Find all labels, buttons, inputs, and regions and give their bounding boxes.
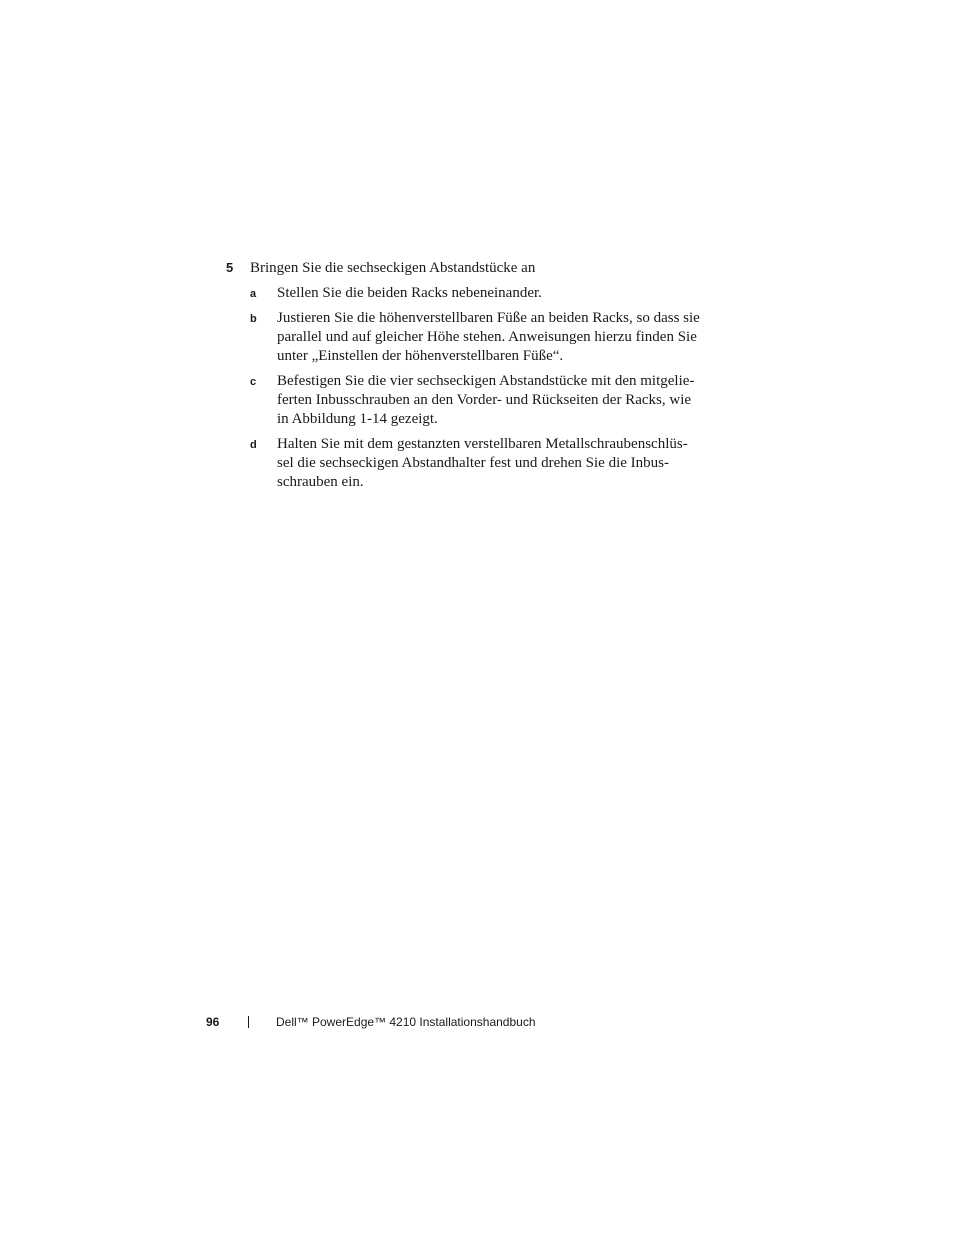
substep-text: [277, 284, 717, 303]
page-number: 96: [206, 1015, 220, 1029]
substep-text: [277, 309, 717, 366]
footer-title: Dell™ PowerEdge™ 4210 Installationshandbuch: [276, 1015, 536, 1029]
substep-d: [250, 435, 726, 492]
step-number: 5: [226, 260, 234, 275]
substep-line: Stellen Sie die beiden Racks nebeneinander.: [277, 285, 542, 301]
substep-text: [277, 435, 717, 492]
page-footer: [206, 1015, 536, 1029]
instruction-step: [226, 259, 726, 498]
substep-letter: b: [250, 313, 257, 325]
substep-a: [250, 284, 726, 303]
substep-line: Justieren Sie die höhenverstellbaren Füße an beiden Racks, so dass sie: [277, 310, 700, 326]
substep-letter: a: [250, 288, 257, 300]
step-header: [226, 259, 726, 278]
substep-letter: c: [250, 376, 257, 388]
substep-line: Halten Sie mit dem gestanzten verstellbaren Metallschraubenschlüs-: [277, 436, 688, 452]
footer-separator: [248, 1016, 249, 1028]
substep-line: parallel und auf gleicher Höhe stehen. Anweisungen hierzu finden Sie: [277, 329, 697, 345]
substep-line: unter „Einstellen der höhenverstellbaren Füße“.: [277, 348, 564, 364]
substep-line: ferten Inbusschrauben an den Vorder- und Rückseiten der Racks, wie: [277, 392, 692, 408]
substep-c: [250, 372, 726, 429]
substep-line: sel die sechseckigen Abstandhalter fest und drehen Sie die Inbus-: [277, 455, 669, 471]
substep-line: Befestigen Sie die vier sechseckigen Abstandstücke mit den mitgelie-: [277, 373, 695, 389]
substep-letter: d: [250, 439, 257, 451]
substep-line: in Abbildung 1-14 gezeigt.: [277, 411, 438, 427]
substep-list: [250, 284, 726, 492]
substep-line: schrauben ein.: [277, 474, 364, 490]
substep-b: [250, 309, 726, 366]
step-text: Bringen Sie die sechseckigen Abstandstücke an: [250, 260, 536, 276]
substep-text: [277, 372, 717, 429]
